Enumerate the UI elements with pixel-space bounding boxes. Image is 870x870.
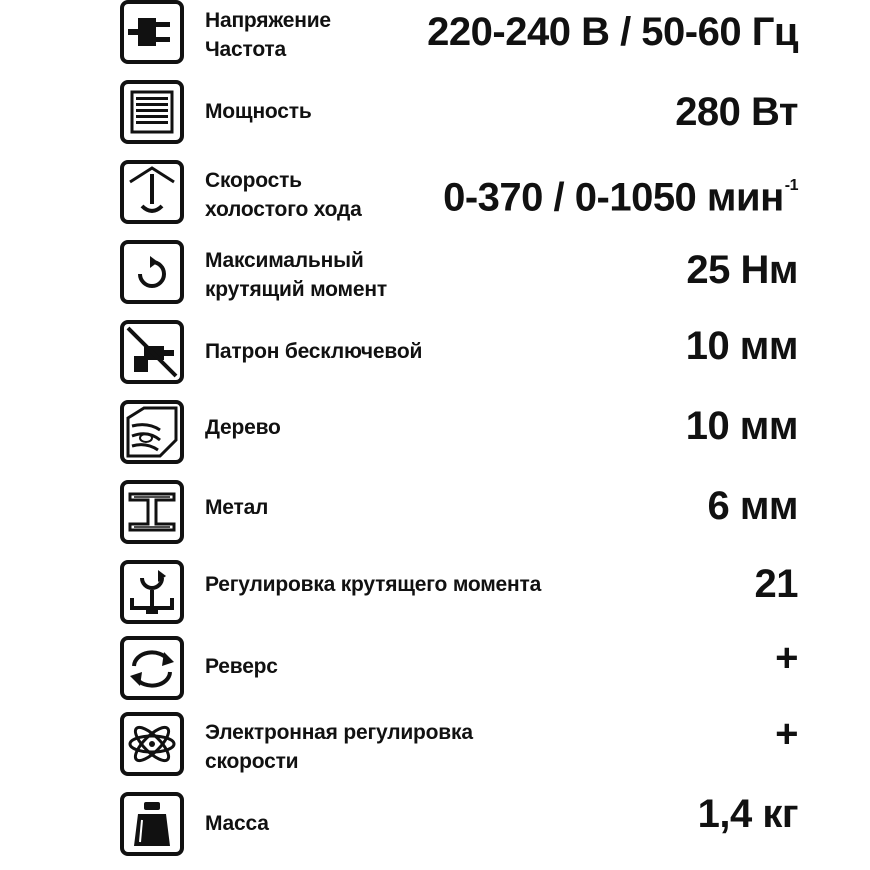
spec-label — [205, 246, 387, 304]
spec-label — [205, 809, 269, 838]
wood-icon — [120, 400, 184, 464]
torque-icon — [120, 240, 184, 304]
spec-label-line: Электронная регулировка — [205, 721, 473, 744]
spec-row-speed — [0, 160, 870, 232]
spec-label-line: Частота — [205, 38, 286, 61]
spec-label-line: крутящий момент — [205, 278, 387, 301]
torque-adjust-icon — [120, 560, 184, 624]
spec-label-line: Максимальный — [205, 249, 364, 272]
spec-label-line: Мощность — [205, 100, 312, 123]
spec-label — [205, 6, 331, 64]
spec-row-reverse — [0, 636, 870, 708]
spec-row-voltage — [0, 0, 870, 72]
spec-label — [205, 337, 422, 366]
spec-label-line: Регулировка крутящего момента — [205, 573, 542, 596]
spec-value: 10 мм — [685, 324, 798, 368]
spec-value: 280 Вт — [675, 90, 798, 134]
weight-icon — [120, 792, 184, 856]
spec-label — [205, 652, 278, 681]
spec-label — [205, 166, 362, 224]
spec-label-line: Напряжение — [205, 9, 331, 32]
spec-value: 1,4 кг — [697, 792, 798, 836]
spec-value: + — [775, 636, 798, 680]
spec-value — [443, 170, 798, 219]
spec-label — [205, 570, 541, 599]
spec-value: 10 мм — [685, 404, 798, 448]
spec-row-weight — [0, 792, 870, 864]
spec-label-line: Реверс — [205, 655, 278, 678]
spec-row-chuck — [0, 320, 870, 392]
metal-beam-icon — [120, 480, 184, 544]
spec-label-line: холостого хода — [205, 198, 362, 221]
plug-icon — [120, 0, 184, 64]
spec-value-main: 0-370 / 0-1050 мин — [443, 175, 784, 220]
spec-label-line: Масса — [205, 812, 269, 835]
power-icon — [120, 80, 184, 144]
spec-value: 25 Нм — [686, 248, 798, 292]
speedometer-icon — [120, 160, 184, 224]
spec-row-power — [0, 80, 870, 152]
spec-value-superscript: -1 — [784, 177, 798, 194]
keyless-chuck-icon — [120, 320, 184, 384]
spec-row-electronic-speed — [0, 712, 870, 784]
spec-value: 6 мм — [707, 484, 798, 528]
spec-label — [205, 493, 268, 522]
reverse-icon — [120, 636, 184, 700]
spec-value: 21 — [754, 562, 798, 606]
spec-label — [205, 97, 312, 126]
spec-label — [205, 413, 281, 442]
spec-row-torque-adjust — [0, 560, 870, 632]
spec-value: + — [775, 712, 798, 756]
spec-label — [205, 718, 473, 776]
spec-row-metal — [0, 480, 870, 552]
spec-label-line: скорости — [205, 750, 299, 773]
spec-label-line: Метал — [205, 496, 269, 519]
spec-label-line: Патрон бесключевой — [205, 340, 423, 363]
spec-label-line: Скорость — [205, 169, 302, 192]
spec-label-line: Дерево — [205, 416, 281, 439]
spec-value: 220-240 В / 50-60 Гц — [427, 10, 798, 54]
spec-row-max-torque — [0, 240, 870, 312]
spec-row-wood — [0, 400, 870, 472]
electronic-speed-icon — [120, 712, 184, 776]
